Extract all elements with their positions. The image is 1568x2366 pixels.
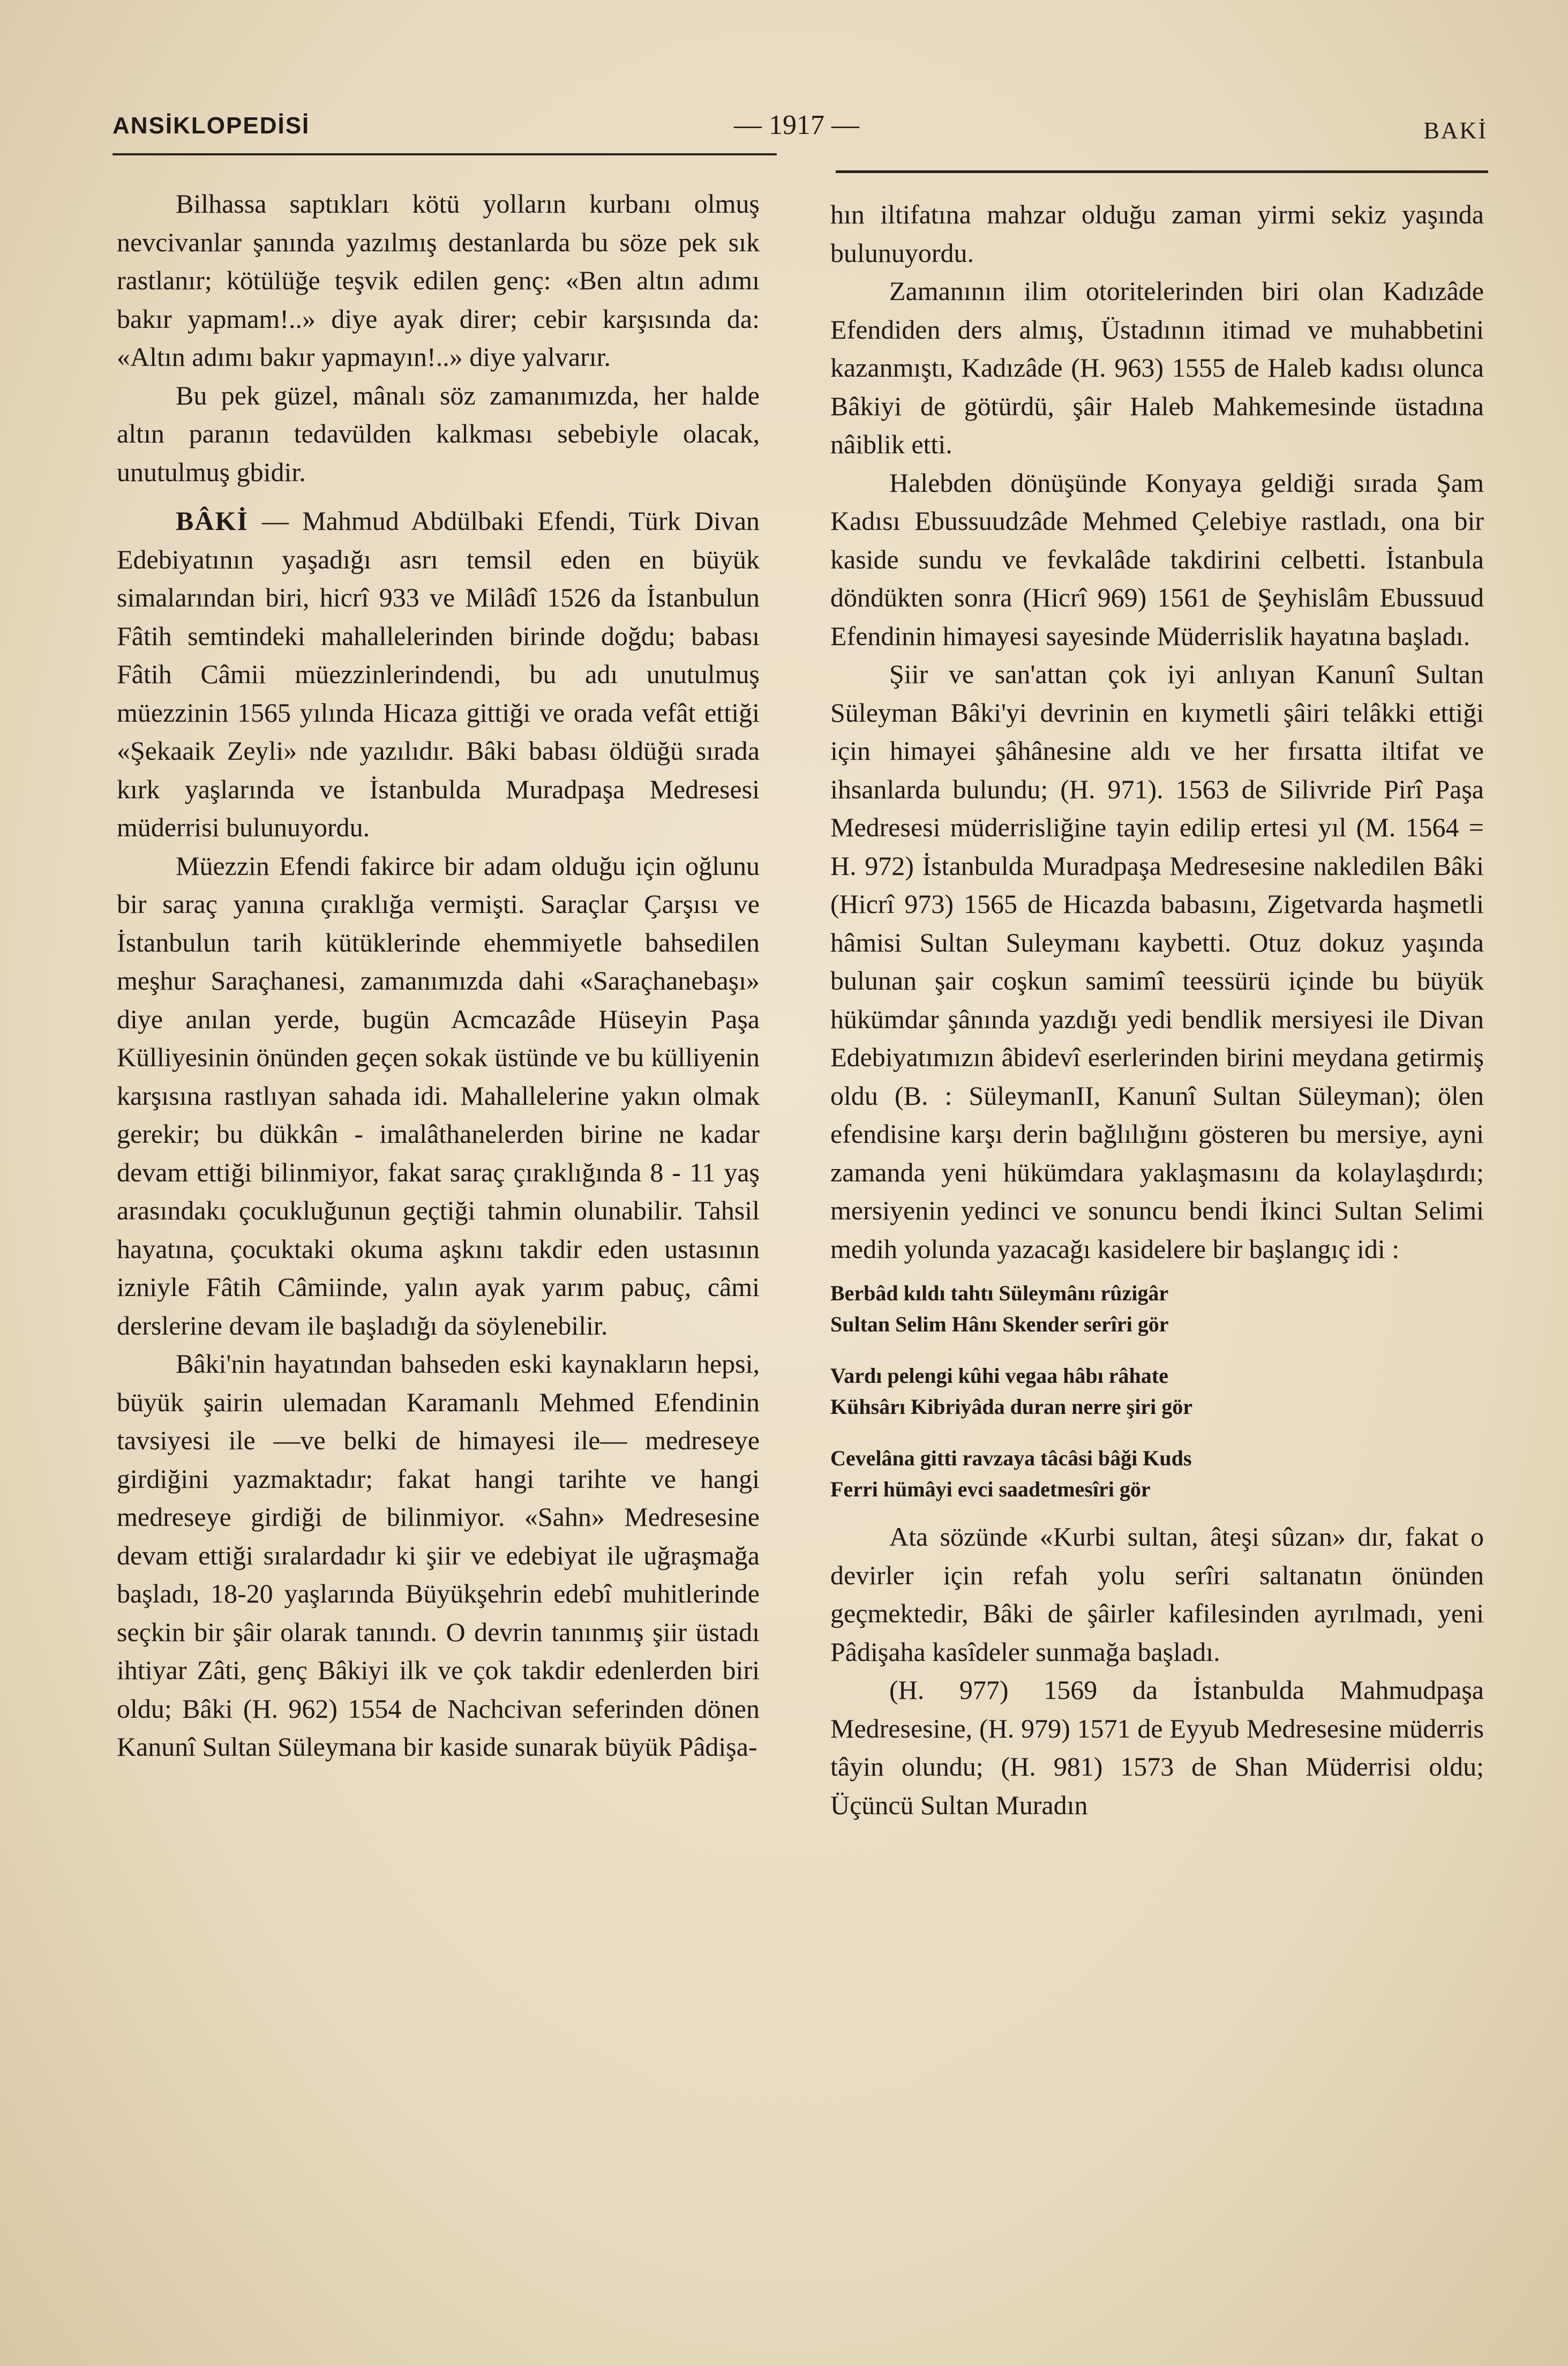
verse-line: Kühsârı Kibriyâda duran nerre şiri gör bbox=[830, 1395, 1192, 1419]
verse-couplet bbox=[830, 1360, 1484, 1422]
paragraph: Bilhassa saptıkları kötü yolların kurbanı olmuş nevcivanlar şanında yazılmış destanlarda bu söze pek sık rastlanır; kötülüğe teşvik edilen genç: «Ben altın adımı bakır yapmam!..» diye ayak direr; cebir karşısında da: «Altın adımı bakır yapmayın!..» diye yalvarır. bbox=[117, 189, 760, 372]
verse-block bbox=[830, 1278, 1484, 1505]
verse-couplet bbox=[830, 1443, 1484, 1505]
paragraph: hın iltifatına mahzar olduğu zaman yirmi sekiz yaşında bulunuyordu. bbox=[830, 199, 1484, 268]
verse-line: Berbâd kıldı tahtı Süleymânı rûzigâr bbox=[830, 1281, 1169, 1305]
header-entry-right: BAKİ bbox=[1423, 117, 1488, 144]
paragraph: Zamanının ilim otoritelerinden biri olan Kadızâde Efendiden ders almış, Üstadının itimad ve muhabbetini kazanmıştı, Kadızâde (H. 963) 1555 de Haleb kadısı olunca Bâkiyi de götürdü, şâir Haleb Mahkemesinde üstadına nâiblik etti. bbox=[830, 276, 1484, 459]
verse-line: Vardı pelengi kûhi vegaa hâbı râhate bbox=[830, 1364, 1168, 1388]
header-rule-left bbox=[112, 153, 777, 155]
paragraph: Şiir ve san'attan çok iyi anlıyan Kanunî Sultan Süleyman Bâki'yi devrinin en kıymetli şâiri telâkki ettiği için himayei şâhânesine aldı ve her fırsatta iltifat ve ihsanlarda bulundu; (H. 971). 1563 de Silivride Pirî Paşa Medresesi müderrisliğine tayin edilip ertesi yıl (M. 1564 = H. 972) İstanbulda Muradpaşa Medresesine nakledilen Bâki (Hicrî 973) 1565 de Hicazda babasını, Zigetvarda haşmetli hâmisi Sultan Suleymanı kaybetti. Otuz dokuz yaşında bulunan şair coşkun samimî teessürü içinde bu büyük hükümdar şânında yazdığı yedi bendlik mersiyesi ile Divan Edebiyatımızın âbidevî eserlerinden birini meydana getirmiş oldu (B. : SüleymanII, Kanunî Sultan Süleyman); ölen efendisine karşı derin bağlılığını gösteren bu mersiye, ayni zamanda yeni hükümdara yaklaşmasını da kolaylaşdırdı; mersiyenin yedinci ve sonuncu bendi İkinci Sultan Selimi medih yolunda yazacağı kasidelere bir başlangıç idi : bbox=[830, 659, 1484, 1264]
page-number: — 1917 — bbox=[734, 110, 859, 140]
paragraph: (H. 977) 1569 da İstanbulda Mahmudpaşa Medresesine, (H. 979) 1571 de Eyyub Medresesine müderris tâyin olundu; (H. 981) 1573 de Shan Müderrisi oldu; Üçüncü Sultan Muradın bbox=[830, 1675, 1484, 1820]
paragraph: Halebden dönüşünde Konyaya geldiği sırada Şam Kadısı Ebussuudzâde Mehmed Çelebiye rastladı, ona bir kaside sundu ve fevkalâde takdirini celbetti. İstanbula döndükten sonra (Hicrî 969) 1561 de Şeyhislâm Ebussuud Efendinin himayesi sayesinde Müderrislik hayatına başladı. bbox=[830, 467, 1484, 651]
paragraph: Bu pek güzel, mânalı söz zamanımızda, her halde altın paranın tedavülden kalkması sebebiyle olacak, unutulmuş gbidir. bbox=[117, 380, 760, 487]
verse-line: Cevelâna gitti ravzaya tâcâsi bâği Kuds bbox=[830, 1446, 1192, 1470]
header-title-left: ANSİKLOPEDİSİ bbox=[112, 113, 310, 139]
paragraph: Müezzin Efendi fakirce bir adam olduğu için oğlunu bir saraç yanına çıraklığa vermişti. Saraçlar Çarşısı ve İstanbulun tarih kütüklerinde ehemmiyetle bahsedilen meşhur Saraçhanesi, zamanımızda dahi «Saraçhanebaşı» diye anılan yerde, bugün Acmcazâde Hüseyin Paşa Külliyesinin önünden geçen sokak üstünde ve bu külliyenin karşısına rastlıyan sahada idi. Mahallelerine yakın olmak gerekir; bu dükkân - imalâthanelerden birine ne kadar devam ettiği bilinmiyor, fakat saraç çıraklığında 8 - 11 yaş arasındakı çocukluğunun geçtiği tahmin olunabilir. Tahsil hayatına, çocuktaki okuma aşkını takdir eden ustasının izniyle Fâtih Câmiinde, yalın ayak yarım pabuç, câmi derslerine devam ile başladığı da söylenebilir. bbox=[117, 850, 760, 1341]
entry-paragraph bbox=[117, 502, 760, 847]
entry-headword: BÂKİ bbox=[176, 506, 249, 536]
entry-text: — Mahmud Abdülbaki Efendi, Türk Divan Edebiyatının yaşadığı asrı temsil eden en büyük simalarından biri, hicrî 933 ve Milâdî 1526 da İstanbulun Fâtih semtindeki mahallelerinden birinde doğdu; babası Fâtih Câmii müezzinlerindendi, bu adı unutulmuş müezzinin 1565 yılında Hicaza gittiği ve orada vefât ettiği «Şekaaik Zeyli» nde yazılıdır. Bâki babası öldüğü sırada kırk yaşlarında ve İstanbulda Muradpaşa Medresesi müderrisi bulunuyordu. bbox=[117, 506, 760, 842]
paragraph: Bâki'nin hayatından bahseden eski kaynakların hepsi, büyük şairin ulemadan Karamanlı Mehmed Efendinin tavsiyesi ile —ve belki de himayesi ile— medreseye girdiğini yazmaktadır; fakat hangi tarihte ve hangi medreseye girdiği de bilinmiyor. «Sahn» Medresesine devam ettiği sıralardadır ki şiir ve edebiyat ile uğraşmağa başladı, 18-20 yaşlarında Büyükşehrin edebî muhitlerinde seçkin bir şâir olarak tanındı. O devrin tanınmış şiir üstadı ihtiyar Zâti, genç Bâkiyi ilk ve çok takdir edenlerden biri oldu; Bâki (H. 962) 1554 de Nachcivan seferinden dönen Kanunî Sultan Süleymana bir kaside sunarak büyük Pâdişa- bbox=[117, 1349, 760, 1762]
left-column bbox=[117, 185, 760, 1766]
running-head bbox=[112, 107, 1488, 155]
verse-line: Sultan Selim Hânı Skender serîri gör bbox=[830, 1312, 1169, 1336]
header-rule-right bbox=[836, 170, 1488, 173]
paragraph: Ata sözünde «Kurbi sultan, âteşi sûzan» dır, fakat o devirler için refah yolu serîri saltanatın önünden geçmektedir, Bâki de şâirler kafilesinden ayrılmadı, yeni Pâdişaha kasîdeler sunmağa başladı. bbox=[830, 1522, 1484, 1667]
verse-line: Ferri hümâyi evci saadetmesîri gör bbox=[830, 1477, 1151, 1501]
verse-couplet bbox=[830, 1278, 1484, 1340]
right-column bbox=[830, 196, 1484, 1824]
